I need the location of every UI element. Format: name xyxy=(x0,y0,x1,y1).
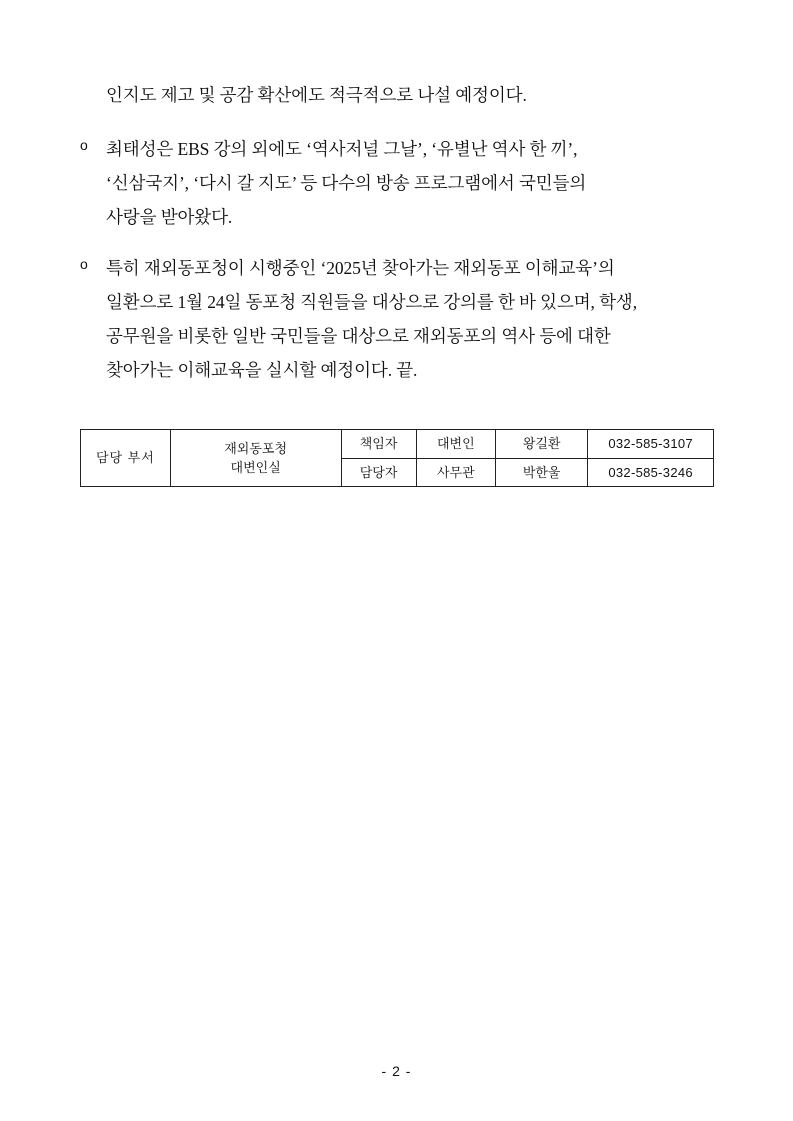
dept-value-line2: 대변인실 xyxy=(230,460,281,475)
paragraph-line-text: ‘신삼국지’, ‘다시 갈 지도’ 등 다수의 방송 프로그램에서 국민들의 xyxy=(106,173,587,194)
dept-label-cell: 담당 부서 xyxy=(81,430,171,487)
paragraph-line-text: 특히 재외동포청이 시행중인 ‘2025년 찾아가는 재외동포 이해교육’의 xyxy=(106,257,615,278)
dept-value-cell xyxy=(170,430,341,487)
paragraph-line xyxy=(106,251,713,285)
paragraph-choi xyxy=(80,132,713,234)
paragraph-line: 사랑을 받아왔다. xyxy=(106,207,233,228)
paragraph-line: 인지도 제고 및 공감 확산에도 적극적으로 나설 예정이다. xyxy=(106,85,527,105)
paragraph-continued xyxy=(80,78,713,112)
dept-value-line1: 재외동포청 xyxy=(224,440,288,456)
phone-cell: 032-585-3246 xyxy=(588,458,714,487)
paragraph-line xyxy=(106,319,713,353)
contact-table xyxy=(80,429,714,487)
bullet-icon: o xyxy=(80,255,88,272)
bullet-icon: o xyxy=(80,137,88,154)
paragraph-line-text: 일환으로 1월 24일 동포청 직원들을 대상으로 강의를 한 바 있으며, 학생, xyxy=(106,291,637,312)
name-cell: 왕길환 xyxy=(496,430,588,459)
name-cell: 박한울 xyxy=(496,458,588,487)
page-number: - 2 - xyxy=(381,1063,412,1079)
contact-table-wrapper xyxy=(80,429,713,487)
title-cell: 대변인 xyxy=(416,430,495,459)
paragraph-line-text: 공무원을 비롯한 일반 국민들을 대상으로 재외동포의 역사 등에 대한 xyxy=(106,325,611,346)
table-row xyxy=(81,430,714,459)
role-cell: 담당자 xyxy=(341,458,416,487)
spacer xyxy=(80,235,713,251)
paragraph-line-text: 최태성은 EBS 강의 외에도 ‘역사저널 그날’, ‘유별난 역사 한 끼’, xyxy=(106,139,578,160)
phone-cell: 032-585-3107 xyxy=(588,430,714,459)
spacer xyxy=(80,112,713,132)
paragraph-line xyxy=(106,132,713,166)
title-cell: 사무관 xyxy=(416,458,495,487)
paragraph-line xyxy=(106,285,713,319)
paragraph-education xyxy=(80,251,713,388)
paragraph-line: 찾아가는 이해교육을 실시할 예정이다. 끝. xyxy=(106,359,418,380)
paragraph-line xyxy=(106,166,713,200)
role-cell: 책임자 xyxy=(341,430,416,459)
